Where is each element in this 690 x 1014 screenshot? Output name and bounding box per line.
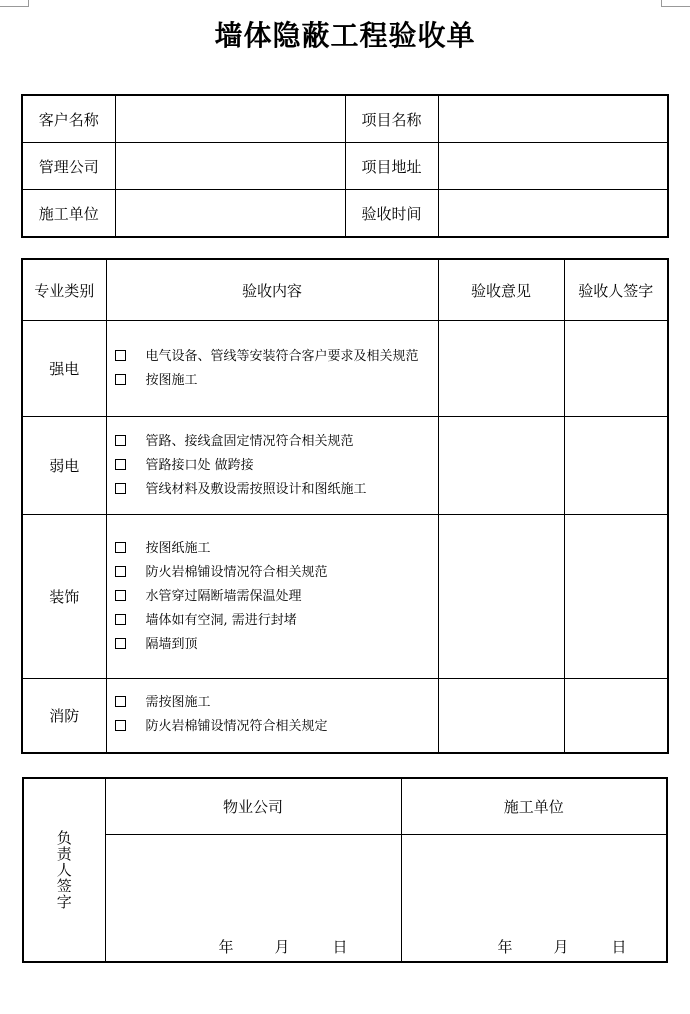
signature-cell[interactable]: [564, 515, 668, 679]
opinion-cell[interactable]: [438, 679, 564, 753]
responsible-signature-label-cell: [23, 778, 105, 962]
construction-unit-field[interactable]: [115, 190, 345, 238]
checkbox-icon[interactable]: [115, 374, 126, 385]
signature-cell[interactable]: [564, 417, 668, 515]
table-row: [22, 321, 668, 417]
date-line: [402, 936, 667, 961]
list-item: 需按图施工: [115, 691, 438, 715]
header-content: 验收内容: [106, 259, 438, 321]
table-row: [22, 515, 668, 679]
property-company-signature-area[interactable]: [105, 835, 401, 963]
signature-cell[interactable]: [564, 321, 668, 417]
checkbox-icon[interactable]: [115, 566, 126, 577]
checkbox-icon[interactable]: [115, 720, 126, 731]
checkbox-icon[interactable]: [115, 590, 126, 601]
list-item: 墙体如有空洞, 需进行封堵: [115, 609, 438, 633]
construction-unit-signature-area[interactable]: [401, 835, 667, 963]
category-strong-current: 强电: [22, 321, 106, 417]
responsible-signature-label: 负责人签字: [54, 830, 73, 910]
customer-name-label: 客户名称: [22, 95, 115, 143]
inspection-table: [21, 258, 669, 754]
list-item: 管路接口处 做跨接: [115, 454, 438, 478]
management-company-label: 管理公司: [22, 143, 115, 190]
list-item: 电气设备、管线等安装符合客户要求及相关规范: [115, 345, 438, 369]
date-line: [106, 936, 401, 961]
property-company-label: 物业公司: [105, 778, 401, 835]
signoff-table: [22, 777, 668, 963]
checklist: [107, 691, 438, 739]
signature-cell[interactable]: [564, 679, 668, 753]
category-weak-current: 弱电: [22, 417, 106, 515]
construction-unit-signoff-label: 施工单位: [401, 778, 667, 835]
customer-name-field[interactable]: [115, 95, 345, 143]
checkbox-icon[interactable]: [115, 542, 126, 553]
checkbox-icon[interactable]: [115, 638, 126, 649]
year-label: 年: [218, 938, 234, 956]
header-signature: 验收人签字: [564, 259, 668, 321]
month-label: 月: [553, 938, 569, 956]
opinion-cell[interactable]: [438, 515, 564, 679]
checklist: [107, 430, 438, 502]
checkbox-icon[interactable]: [115, 459, 126, 470]
day-label: 日: [611, 938, 627, 956]
table-row: [22, 679, 668, 753]
checkbox-icon[interactable]: [115, 696, 126, 707]
project-name-field[interactable]: [438, 95, 668, 143]
list-item: 按图施工: [115, 369, 438, 393]
page-corner-mark-right: [661, 0, 690, 7]
construction-unit-label: 施工单位: [22, 190, 115, 238]
checkbox-icon[interactable]: [115, 614, 126, 625]
header-category: 专业类别: [22, 259, 106, 321]
list-item: 防火岩棉铺设情况符合相关规定: [115, 715, 438, 739]
month-label: 月: [274, 938, 290, 956]
checklist: [107, 345, 438, 393]
list-item: 隔墙到顶: [115, 633, 438, 657]
page-corner-mark-left: [0, 0, 29, 7]
document-title: 墙体隐蔽工程验收单: [214, 19, 476, 52]
checklist: [107, 537, 438, 657]
year-label: 年: [497, 938, 513, 956]
table-row: [22, 417, 668, 515]
checkbox-icon[interactable]: [115, 350, 126, 361]
opinion-cell[interactable]: [438, 417, 564, 515]
checkbox-icon[interactable]: [115, 483, 126, 494]
header-opinion: 验收意见: [438, 259, 564, 321]
list-item: 管线材料及敷设需按照设计和图纸施工: [115, 478, 438, 502]
inspection-time-label: 验收时间: [345, 190, 438, 238]
management-company-field[interactable]: [115, 143, 345, 190]
inspection-time-field[interactable]: [438, 190, 668, 238]
day-label: 日: [332, 938, 348, 956]
list-item: 水管穿过隔断墙需保温处理: [115, 585, 438, 609]
project-info-table: [21, 94, 669, 238]
category-fire-protection: 消防: [22, 679, 106, 753]
list-item: 防火岩棉铺设情况符合相关规范: [115, 561, 438, 585]
project-name-label: 项目名称: [345, 95, 438, 143]
list-item: 管路、接线盒固定情况符合相关规范: [115, 430, 438, 454]
checkbox-icon[interactable]: [115, 435, 126, 446]
opinion-cell[interactable]: [438, 321, 564, 417]
list-item: 按图纸施工: [115, 537, 438, 561]
project-address-label: 项目地址: [345, 143, 438, 190]
project-address-field[interactable]: [438, 143, 668, 190]
category-decoration: 装饰: [22, 515, 106, 679]
